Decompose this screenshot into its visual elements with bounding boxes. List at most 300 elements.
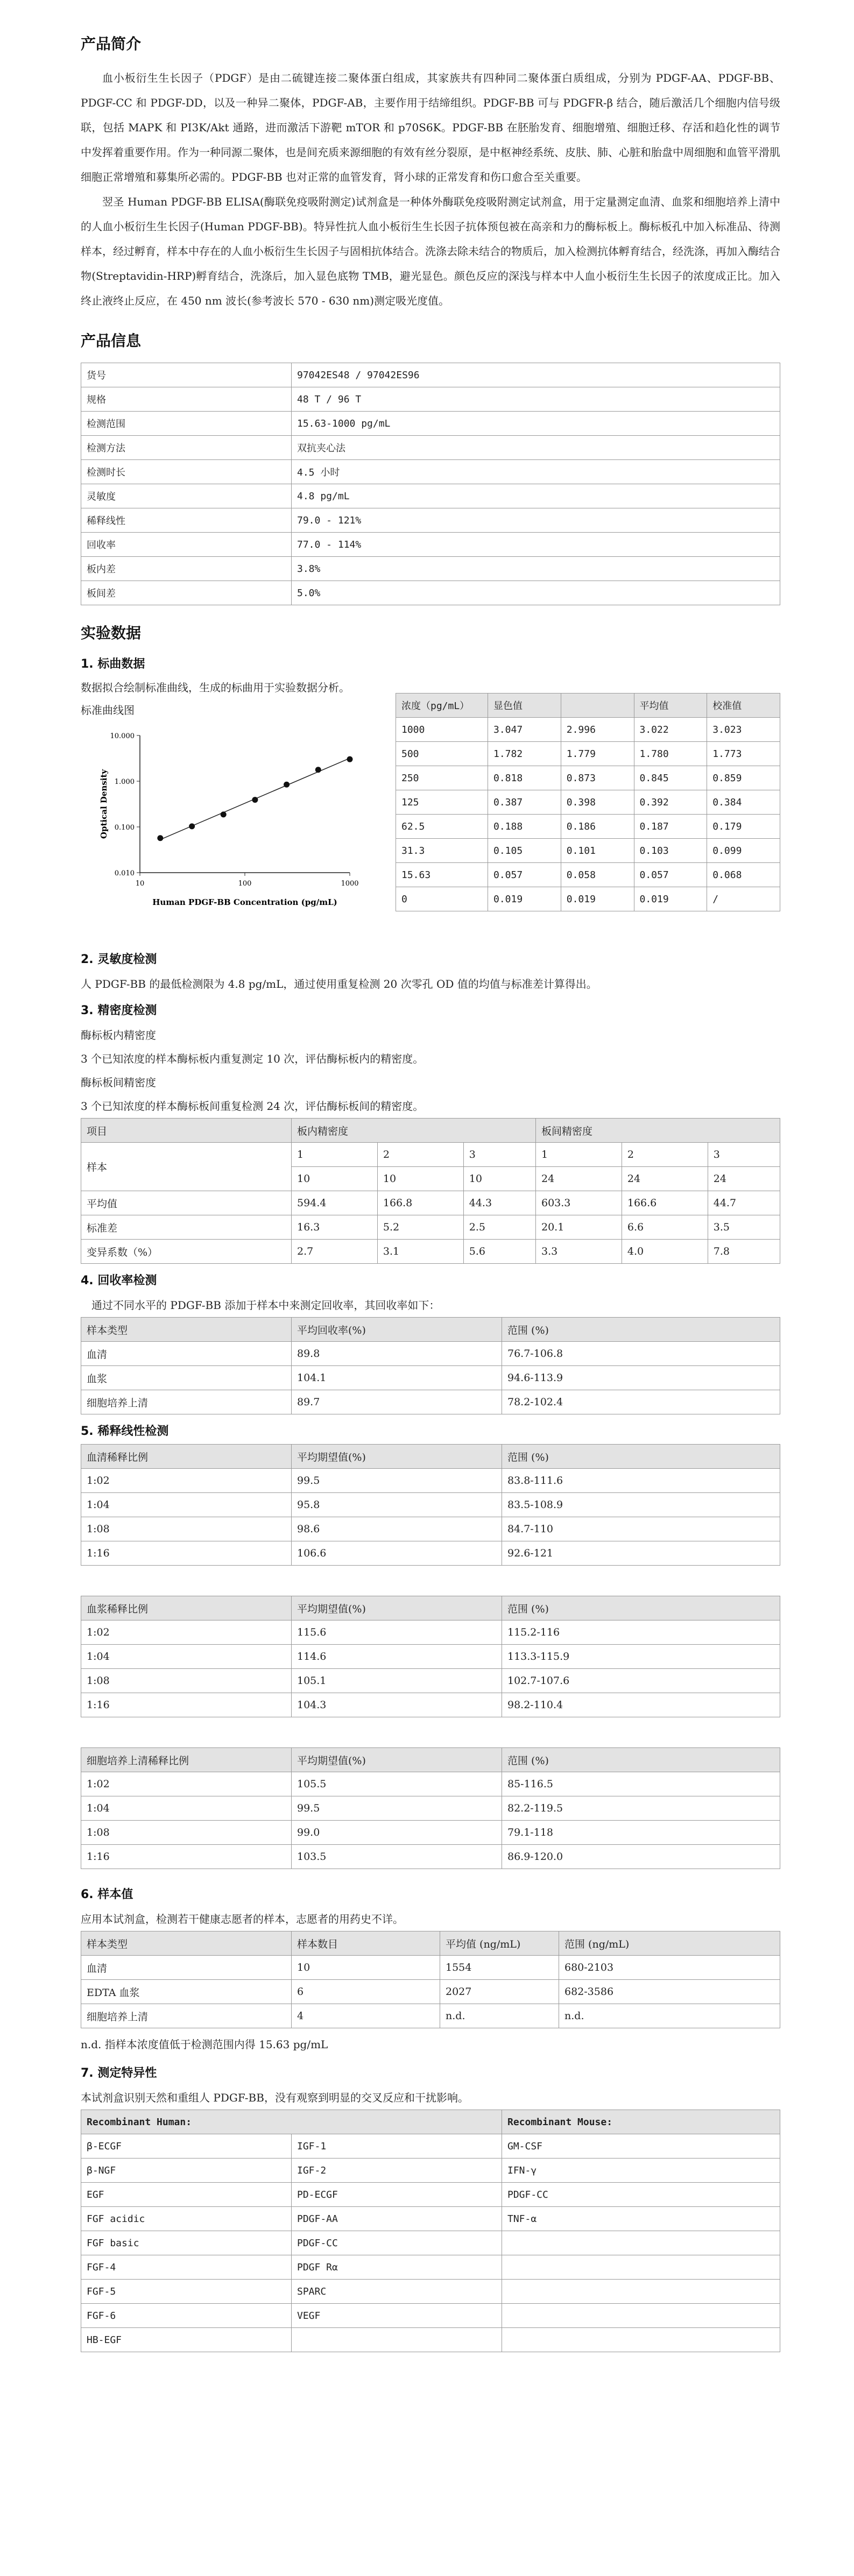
table-cell: 166.6 xyxy=(622,1191,708,1215)
table-cell: 范围 (%) xyxy=(502,1748,780,1772)
table-cell: 3.047 xyxy=(488,718,561,742)
s1-header-row xyxy=(396,693,780,718)
table-cell: 1:16 xyxy=(81,1845,292,1869)
table-cell: 594.4 xyxy=(292,1191,378,1215)
info-row xyxy=(81,436,780,460)
table-cell: 0.859 xyxy=(707,766,780,790)
s3-line-3: 酶标板间精密度 xyxy=(81,1076,156,1089)
s2-text: 人 PDGF-BB 的最低检测限为 4.8 pg/mL，通过使用重复检测 20 次零孔 OD 值的均值与标准差计算得出。 xyxy=(81,978,597,990)
table-cell: 105.1 xyxy=(292,1669,502,1693)
table-cell: 0.058 xyxy=(561,863,634,887)
s4-text: 通过不同水平的 PDGF-BB 添加于样本中来测定回收率，其回收率如下： xyxy=(91,1299,440,1312)
table-cell: 83.8-111.6 xyxy=(502,1469,780,1493)
table-cell: 平均值 xyxy=(634,693,707,718)
specificity-row xyxy=(81,2280,780,2304)
table-cell: 5.2 xyxy=(377,1215,463,1240)
table-cell: 5.0% xyxy=(292,581,780,605)
table-cell: 3 xyxy=(708,1143,780,1167)
table-cell: 货号 xyxy=(81,363,292,387)
table-cell: FGF-6 xyxy=(81,2304,292,2328)
table-cell: 1:08 xyxy=(81,1821,292,1845)
table-cell: 99.0 xyxy=(292,1821,502,1845)
table-cell: 0.019 xyxy=(488,887,561,911)
specificity-row xyxy=(81,2231,780,2255)
table-cell: 79.1-118 xyxy=(502,1821,780,1845)
table-cell: β-ECGF xyxy=(81,2134,292,2159)
sample-values-header-row xyxy=(81,1931,780,1956)
table-cell: 检测范围 xyxy=(81,412,292,436)
s6-text: 应用本试剂盒，检测若干健康志愿者的样本，志愿者的用药史不详。 xyxy=(81,1913,404,1926)
table-cell: 板内差 xyxy=(81,557,292,581)
s1-text: 数据拟合绘制标准曲线，生成的标曲用于实验数据分析。 xyxy=(81,681,350,694)
table-cell: n.d. xyxy=(559,2004,780,2028)
table-cell: 血浆稀释比例 xyxy=(81,1596,292,1620)
table-cell: 3.022 xyxy=(634,718,707,742)
linearity-row xyxy=(81,1469,780,1493)
data-point xyxy=(221,811,227,817)
table-cell: 15.63 xyxy=(396,863,488,887)
table-cell: 样本类型 xyxy=(81,1318,292,1342)
info-row xyxy=(81,533,780,557)
s3-line-2: 3 个已知浓度的样本酶标板内重复测定 10 次，评估酶标板内的精密度。 xyxy=(81,1052,424,1065)
table-cell: 24 xyxy=(622,1167,708,1191)
table-cell: 166.8 xyxy=(377,1191,463,1215)
table-cell: FGF acidic xyxy=(81,2207,292,2231)
table-cell: VEGF xyxy=(292,2304,502,2328)
table-cell: 250 xyxy=(396,766,488,790)
table-cell: 15.63-1000 pg/mL xyxy=(292,412,780,436)
table-cell xyxy=(502,2255,780,2280)
table-cell: 79.0 - 121% xyxy=(292,508,780,533)
table-cell: IFN-γ xyxy=(502,2159,780,2183)
table-cell: 83.5-108.9 xyxy=(502,1493,780,1517)
table-cell: 血浆 xyxy=(81,1366,292,1390)
table-cell: 0.057 xyxy=(634,863,707,887)
y-tick-label: 1.000 xyxy=(114,778,135,786)
table-cell: 1.779 xyxy=(561,742,634,766)
table-cell xyxy=(561,693,634,718)
table-cell: 1554 xyxy=(440,1956,559,1980)
data-point xyxy=(252,797,258,803)
recovery-row xyxy=(81,1342,780,1366)
table-cell: PDGF-AA xyxy=(292,2207,502,2231)
table-cell: FGF basic xyxy=(81,2231,292,2255)
table-cell xyxy=(502,2231,780,2255)
table-cell: 检测方法 xyxy=(81,436,292,460)
s1-row xyxy=(396,887,780,911)
table-cell: 6 xyxy=(292,1980,440,2004)
table-cell: 2.7 xyxy=(292,1240,378,1264)
table-cell: 变异系数（%） xyxy=(81,1240,292,1264)
precision-header-row xyxy=(81,1119,780,1143)
s1-row xyxy=(396,742,780,766)
table-cell: 4.8 pg/mL xyxy=(292,484,780,508)
table-cell: 105.5 xyxy=(292,1772,502,1796)
info-row xyxy=(81,460,780,484)
table-cell: 113.3-115.9 xyxy=(502,1645,780,1669)
table-cell: / xyxy=(707,887,780,911)
linearity-table xyxy=(81,1596,780,1717)
table-cell: 细胞培养上清 xyxy=(81,2004,292,2028)
linearity-row xyxy=(81,1772,780,1796)
table-cell: 115.6 xyxy=(292,1620,502,1645)
table-cell: 106.6 xyxy=(292,1541,502,1566)
info-row xyxy=(81,412,780,436)
table-cell: 92.6-121 xyxy=(502,1541,780,1566)
y-tick-label: 0.010 xyxy=(114,869,135,877)
specificity-header-human: Recombinant Human: xyxy=(81,2110,502,2134)
table-cell: 78.2-102.4 xyxy=(502,1390,780,1414)
linearity-row xyxy=(81,1541,780,1566)
table-cell: 89.7 xyxy=(292,1390,502,1414)
table-cell: PDGF Rα xyxy=(292,2255,502,2280)
s1-row xyxy=(396,766,780,790)
table-cell: 0.384 xyxy=(707,790,780,815)
table-cell: 0.019 xyxy=(561,887,634,911)
table-cell: 44.3 xyxy=(463,1191,535,1215)
table-cell: 灵敏度 xyxy=(81,484,292,508)
s2-heading: 2. 灵敏度检测 xyxy=(81,953,157,966)
table-cell: 2 xyxy=(377,1143,463,1167)
table-cell: 20.1 xyxy=(535,1215,622,1240)
intro-paragraph-1: 血小板衍生生长因子（PDGF）是由二硫键连接二聚体蛋白组成，其家族共有四种同二聚体蛋白质组成，分别为 PDGF-AA、PDGF-BB、PDGF-CC 和 PDGF-DD，以及一种异二聚体，PDGF-AB，主要作用于结缔组织。PDGF-BB 可与 PDGFR-β 结合，随后激活几个细胞内信号级联，包括 MAPK 和 PI3K/Akt 通路，进而激活下游靶 mTOR 和 p70S6K。PDGF-BB 在胚胎发育、细胞增殖、细胞迁移、存活和趋化性的调节中发挥着重要作用。作为一种同源二聚体，也是间充质来源细胞的有效有丝分裂原，是中枢神经系统、皮肤、肺、心脏和胎盘中周细胞和血管平滑肌细胞正常增殖和募集所必需的。PDGF-BB 也对正常的血管发育，肾小球的正常发育和伤口愈合至关重要。 xyxy=(81,72,780,183)
specificity-row xyxy=(81,2183,780,2207)
s1-row xyxy=(396,718,780,742)
table-cell: 回收率 xyxy=(81,533,292,557)
table-cell: 6.6 xyxy=(622,1215,708,1240)
table-cell: β-NGF xyxy=(81,2159,292,2183)
table-cell: 76.7-106.8 xyxy=(502,1342,780,1366)
info-row xyxy=(81,387,780,412)
table-cell: 3 xyxy=(463,1143,535,1167)
table-cell: 检测时长 xyxy=(81,460,292,484)
s1-row xyxy=(396,863,780,887)
precision-row xyxy=(81,1215,780,1240)
s1-heading: 1. 标曲数据 xyxy=(81,657,145,671)
table-cell: 680-2103 xyxy=(559,1956,780,1980)
info-table xyxy=(81,363,780,605)
table-cell: 682-3586 xyxy=(559,1980,780,2004)
table-cell: 77.0 - 114% xyxy=(292,533,780,557)
specificity-row xyxy=(81,2304,780,2328)
specificity-row xyxy=(81,2328,780,2352)
table-cell: 10 xyxy=(292,1167,378,1191)
x-tick-label: 1000 xyxy=(341,880,359,888)
table-cell: 5.6 xyxy=(463,1240,535,1264)
linearity-table xyxy=(81,1444,780,1566)
s7-heading: 7. 测定特异性 xyxy=(81,2067,157,2080)
table-cell: 2.996 xyxy=(561,718,634,742)
table-cell: 0.099 xyxy=(707,839,780,863)
table-cell: TNF-α xyxy=(502,2207,780,2231)
data-point xyxy=(157,835,163,841)
table-cell: FGF-5 xyxy=(81,2280,292,2304)
specificity-header-row xyxy=(81,2110,780,2134)
table-cell: 稀释线性 xyxy=(81,508,292,533)
linearity-row xyxy=(81,1620,780,1645)
table-cell: HB-EGF xyxy=(81,2328,292,2352)
linearity-row xyxy=(81,1821,780,1845)
intro-title: 产品简介 xyxy=(81,35,142,53)
table-cell: 114.6 xyxy=(292,1645,502,1669)
sample-values-row xyxy=(81,1956,780,1980)
recovery-row xyxy=(81,1390,780,1414)
table-cell: 95.8 xyxy=(292,1493,502,1517)
table-cell: 1.780 xyxy=(634,742,707,766)
table-cell: 标准差 xyxy=(81,1215,292,1240)
table-cell: 4.0 xyxy=(622,1240,708,1264)
table-cell: 3.023 xyxy=(707,718,780,742)
info-row xyxy=(81,484,780,508)
table-cell: 平均期望值(%) xyxy=(292,1445,502,1469)
precision-row xyxy=(81,1191,780,1215)
table-cell: 1:04 xyxy=(81,1493,292,1517)
table-cell: 3.1 xyxy=(377,1240,463,1264)
table-cell: 范围 (%) xyxy=(502,1596,780,1620)
table-cell: 1:08 xyxy=(81,1517,292,1541)
table-cell: n.d. xyxy=(440,2004,559,2028)
linearity-table xyxy=(81,1747,780,1869)
linearity-row xyxy=(81,1517,780,1541)
table-cell: 24 xyxy=(535,1167,622,1191)
table-cell: 2.5 xyxy=(463,1215,535,1240)
specificity-row xyxy=(81,2207,780,2231)
table-cell: 3.8% xyxy=(292,557,780,581)
table-cell: 2027 xyxy=(440,1980,559,2004)
x-axis-label: Human PDGF-BB Concentration (pg/mL) xyxy=(152,897,337,907)
table-cell: 44.7 xyxy=(708,1191,780,1215)
table-cell: 3.3 xyxy=(535,1240,622,1264)
table-cell: 平均期望值(%) xyxy=(292,1596,502,1620)
table-cell: 1 xyxy=(292,1143,378,1167)
table-cell: 97042ES48 / 97042ES96 xyxy=(292,363,780,387)
table-cell: 细胞培养上清稀释比例 xyxy=(81,1748,292,1772)
recovery-row xyxy=(81,1366,780,1390)
table-cell: 细胞培养上清 xyxy=(81,1390,292,1414)
table-cell: 0 xyxy=(396,887,488,911)
precision-header-intra: 板内精密度 xyxy=(292,1119,536,1143)
table-cell: 24 xyxy=(708,1167,780,1191)
data-point xyxy=(315,767,321,773)
table-cell: 62.5 xyxy=(396,815,488,839)
x-tick-label: 10 xyxy=(135,880,145,888)
table-cell: 1000 xyxy=(396,718,488,742)
table-cell: 104.1 xyxy=(292,1366,502,1390)
table-cell: 10 xyxy=(377,1167,463,1191)
standard-curve-chart xyxy=(81,722,382,932)
table-cell: EDTA 血浆 xyxy=(81,1980,292,2004)
table-cell: SPARC xyxy=(292,2280,502,2304)
s3-line-4: 3 个已知浓度的样本酶标板间重复检测 24 次，评估酶标板间的精密度。 xyxy=(81,1100,424,1113)
info-title: 产品信息 xyxy=(81,332,142,350)
table-cell: 0.186 xyxy=(561,815,634,839)
info-row xyxy=(81,557,780,581)
linearity-row xyxy=(81,1845,780,1869)
table-cell: 31.3 xyxy=(396,839,488,863)
y-tick-label: 10.000 xyxy=(110,732,135,740)
table-cell: 0.188 xyxy=(488,815,561,839)
s3-heading: 3. 精密度检测 xyxy=(81,1004,157,1017)
table-cell: 98.2-110.4 xyxy=(502,1693,780,1717)
intro-paragraph-2: 翌圣 Human PDGF-BB ELISA(酶联免疫吸附测定)试剂盒是一种体外酶联免疫吸附测定试剂盒，用于定量测定血清、血浆和细胞培养上清中的人血小板衍生生长因子(Human PDGF-BB)。特异性抗人血小板衍生生长因子抗体预包被在高亲和力的酶标板上。酶标板孔中加入标准品、待测样本，经过孵育，样本中存在的人血小板衍生生长因子与固相抗体结合。洗涤去除未结合的物质后，加入检测抗体孵育结合，经洗涤，再加入酶结合物(Streptavidin-HRP)孵育结合，洗涤后，加入显色底物 TMB，避光显色。颜色反应的深浅与样本中人血小板衍生生长因子的浓度成正比。加入终止液终止反应，在 450 nm 波长(参考波长 570 - 630 nm)测定吸光度值。 xyxy=(81,195,780,307)
info-row xyxy=(81,508,780,533)
chart-label: 标准曲线图 xyxy=(81,704,135,717)
table-cell: 0.101 xyxy=(561,839,634,863)
table-cell: 16.3 xyxy=(292,1215,378,1240)
table-cell: 0.019 xyxy=(634,887,707,911)
table-cell: 0.068 xyxy=(707,863,780,887)
table-cell: 1:16 xyxy=(81,1541,292,1566)
document-page xyxy=(81,32,780,2352)
table-cell: 85-116.5 xyxy=(502,1772,780,1796)
table-cell: 1 xyxy=(535,1143,622,1167)
s3-line-1: 酶标板内精密度 xyxy=(81,1029,156,1042)
table-cell: 1.782 xyxy=(488,742,561,766)
table-cell: 125 xyxy=(396,790,488,815)
table-cell: 94.6-113.9 xyxy=(502,1366,780,1390)
table-cell: 1:02 xyxy=(81,1469,292,1493)
table-cell: 范围 (ng/mL) xyxy=(559,1931,780,1956)
table-cell: 1:04 xyxy=(81,1645,292,1669)
table-cell: 603.3 xyxy=(535,1191,622,1215)
table-cell: 平均值 (ng/mL) xyxy=(440,1931,559,1956)
table-cell: 1:02 xyxy=(81,1620,292,1645)
table-cell: 99.5 xyxy=(292,1796,502,1821)
data-title: 实验数据 xyxy=(81,624,142,642)
table-cell: 范围 (%) xyxy=(502,1318,780,1342)
table-cell: 103.5 xyxy=(292,1845,502,1869)
s4-heading: 4. 回收率检测 xyxy=(81,1274,157,1287)
table-cell: 0.105 xyxy=(488,839,561,863)
linearity-header-row xyxy=(81,1445,780,1469)
specificity-row xyxy=(81,2134,780,2159)
precision-sample-row xyxy=(81,1143,780,1167)
table-cell: 99.5 xyxy=(292,1469,502,1493)
table-cell: 7.8 xyxy=(708,1240,780,1264)
table-cell: 84.7-110 xyxy=(502,1517,780,1541)
precision-row xyxy=(81,1240,780,1264)
table-cell: 10 xyxy=(463,1167,535,1191)
standard-curve-table xyxy=(396,693,780,911)
linearity-row xyxy=(81,1796,780,1821)
table-cell: PDGF-CC xyxy=(292,2231,502,2255)
sample-values-table xyxy=(81,1931,780,2028)
s5-heading: 5. 稀释线性检测 xyxy=(81,1425,169,1438)
table-cell: 1.773 xyxy=(707,742,780,766)
table-cell: 98.6 xyxy=(292,1517,502,1541)
standard-curve-section xyxy=(81,677,780,934)
data-point xyxy=(189,823,195,829)
table-cell: 86.9-120.0 xyxy=(502,1845,780,1869)
table-cell: 血清 xyxy=(81,1342,292,1366)
s6-note: n.d. 指样本浓度值低于检测范围内得 15.63 pg/mL xyxy=(81,2038,328,2051)
linearity-row xyxy=(81,1669,780,1693)
table-cell: 0.392 xyxy=(634,790,707,815)
table-cell: 0.187 xyxy=(634,815,707,839)
s1-row xyxy=(396,815,780,839)
table-cell: 样本数目 xyxy=(292,1931,440,1956)
linearity-row xyxy=(81,1693,780,1717)
table-cell xyxy=(502,2328,780,2352)
table-cell: IGF-2 xyxy=(292,2159,502,2183)
table-cell: 规格 xyxy=(81,387,292,412)
table-cell: 校准值 xyxy=(707,693,780,718)
precision-table xyxy=(81,1118,780,1264)
table-cell: 浓度（pg/mL） xyxy=(396,693,488,718)
table-cell: 平均回收率(%) xyxy=(292,1318,502,1342)
linearity-row xyxy=(81,1645,780,1669)
table-cell: 0.873 xyxy=(561,766,634,790)
table-cell: 血清 xyxy=(81,1956,292,1980)
table-cell: 89.8 xyxy=(292,1342,502,1366)
precision-sample-label: 样本 xyxy=(81,1143,292,1191)
sample-values-row xyxy=(81,1980,780,2004)
table-cell xyxy=(292,2328,502,2352)
table-cell: 1:16 xyxy=(81,1693,292,1717)
table-cell: 104.3 xyxy=(292,1693,502,1717)
sample-values-row xyxy=(81,2004,780,2028)
s1-row xyxy=(396,790,780,815)
table-cell: 500 xyxy=(396,742,488,766)
table-cell: 1:08 xyxy=(81,1669,292,1693)
table-cell: 0.103 xyxy=(634,839,707,863)
table-cell: PDGF-CC xyxy=(502,2183,780,2207)
info-row xyxy=(81,581,780,605)
y-axis-label: Optical Density xyxy=(99,769,109,839)
table-cell: 血清稀释比例 xyxy=(81,1445,292,1469)
table-cell: 4 xyxy=(292,2004,440,2028)
table-cell: 4.5 小时 xyxy=(292,460,780,484)
table-cell: 0.387 xyxy=(488,790,561,815)
table-cell: 82.2-119.5 xyxy=(502,1796,780,1821)
table-cell: GM-CSF xyxy=(502,2134,780,2159)
table-cell: 板间差 xyxy=(81,581,292,605)
linearity-row xyxy=(81,1493,780,1517)
table-cell: 10 xyxy=(292,1956,440,1980)
table-cell: 显色值 xyxy=(488,693,561,718)
table-cell: 平均期望值(%) xyxy=(292,1748,502,1772)
table-cell xyxy=(502,2304,780,2328)
data-point xyxy=(347,756,353,762)
table-cell: 1:04 xyxy=(81,1796,292,1821)
recovery-table xyxy=(81,1317,780,1414)
table-cell: EGF xyxy=(81,2183,292,2207)
recovery-header-row xyxy=(81,1318,780,1342)
table-cell: IGF-1 xyxy=(292,2134,502,2159)
linearity-header-row xyxy=(81,1596,780,1620)
table-cell: 范围 (%) xyxy=(502,1445,780,1469)
table-cell: 1:02 xyxy=(81,1772,292,1796)
s7-text: 本试剂盒识别天然和重组人 PDGF-BB，没有观察到明显的交叉反应和干扰影响。 xyxy=(81,2091,469,2104)
table-cell: 115.2-116 xyxy=(502,1620,780,1645)
specificity-table xyxy=(81,2110,780,2352)
table-cell: 0.179 xyxy=(707,815,780,839)
precision-header-item: 项目 xyxy=(81,1119,292,1143)
s1-row xyxy=(396,839,780,863)
table-cell: PD-ECGF xyxy=(292,2183,502,2207)
precision-header-inter: 板间精密度 xyxy=(535,1119,780,1143)
data-point xyxy=(284,782,290,788)
s6-heading: 6. 样本值 xyxy=(81,1888,133,1901)
table-cell: 3.5 xyxy=(708,1215,780,1240)
table-cell: 样本类型 xyxy=(81,1931,292,1956)
table-cell: 0.818 xyxy=(488,766,561,790)
table-cell: 平均值 xyxy=(81,1191,292,1215)
table-cell: 0.398 xyxy=(561,790,634,815)
table-cell: FGF-4 xyxy=(81,2255,292,2280)
table-cell: 0.057 xyxy=(488,863,561,887)
specificity-row xyxy=(81,2159,780,2183)
